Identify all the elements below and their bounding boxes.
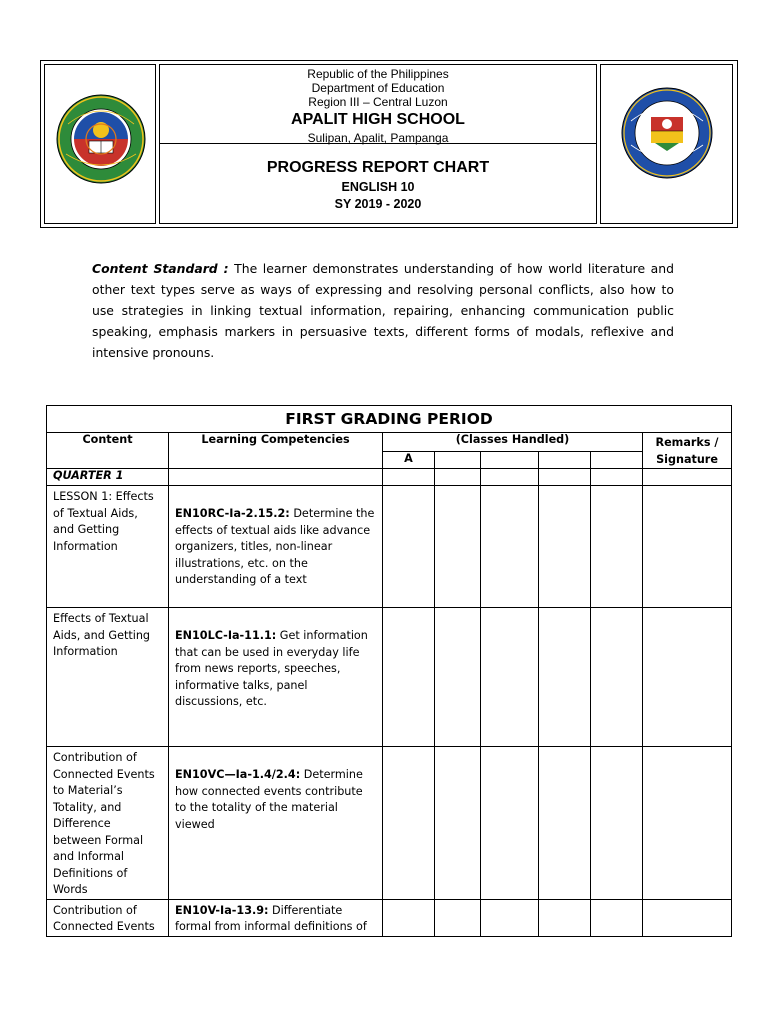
competency-code: EN10RC-Ia-2.15.2: (175, 507, 290, 520)
school-info (160, 67, 596, 145)
content-cell: LESSON 1: Effects of Textual Aids, and Getting Information (47, 486, 169, 608)
competency-cell (169, 747, 383, 900)
competency-text: Differentiate formal from informal definitions of (175, 903, 367, 933)
class-cell[interactable] (591, 451, 643, 469)
region-line: Region III – Central Luzon (308, 95, 448, 109)
competency-text: Determine how connected events contribute to the totality of the material viewed (175, 768, 363, 831)
competencies-column-header: Learning Competencies (169, 433, 383, 469)
class-cell[interactable] (591, 608, 643, 747)
content-standard-text: The learner demonstrates understanding of how world literature and other text types serve as ways of expressing and resolving personal conflicts, also how to use strategies in linking textual information, repairing, enhancing communication public speaking, emphasis markers in persuasive texts, different forms of modals, reflexive and intensive pronouns. (92, 261, 674, 360)
class-cell[interactable] (539, 486, 591, 608)
right-seal-cell (600, 64, 733, 224)
class-cell[interactable] (481, 899, 539, 936)
content-standard (92, 258, 674, 363)
competency-cell (169, 608, 383, 747)
class-cell[interactable] (539, 469, 591, 486)
class-cell[interactable] (435, 469, 481, 486)
competency-code: EN10V-Ia-13.9: (175, 903, 269, 917)
content-standard-label: Content Standard : (92, 261, 229, 276)
progress-table (46, 405, 732, 937)
quarter-label: QUARTER 1 (47, 469, 169, 486)
classes-handled-header: (Classes Handled) (383, 433, 643, 452)
chart-title: PROGRESS REPORT CHART (266, 159, 490, 176)
remarks-header-line2: Signature (656, 453, 718, 466)
class-cell[interactable] (481, 451, 539, 469)
content-column-header: Content (47, 433, 169, 469)
school-year: SY 2019 - 2020 (334, 197, 422, 211)
class-a-header: A (383, 451, 435, 469)
competency-code: EN10LC-Ia-11.1: (175, 629, 277, 642)
school-info-cell (159, 64, 597, 224)
grading-period-title: FIRST GRADING PERIOD (47, 406, 732, 433)
content-cell: Contribution of Connected Events (47, 899, 169, 936)
subject-label: ENGLISH 10 (341, 180, 415, 194)
class-cell[interactable] (591, 747, 643, 900)
class-cell[interactable] (435, 451, 481, 469)
school-name: APALIT HIGH SCHOOL (291, 111, 465, 128)
class-cell[interactable] (591, 469, 643, 486)
class-cell[interactable] (435, 608, 481, 747)
school-seal-logo (621, 87, 713, 179)
left-seal-cell (44, 64, 156, 224)
class-cell[interactable] (539, 451, 591, 469)
class-cell[interactable] (383, 469, 435, 486)
competency-code: EN10VC—Ia-1.4/2.4: (175, 768, 301, 781)
table-row (47, 899, 732, 936)
remarks-cell[interactable] (643, 899, 732, 936)
remarks-header-line1: Remarks / (655, 436, 719, 449)
class-cell[interactable] (435, 899, 481, 936)
department-line: Department of Education (311, 81, 445, 95)
blank-cell (169, 469, 383, 486)
republic-line: Republic of the Philippines (307, 67, 449, 81)
class-cell[interactable] (383, 608, 435, 747)
content-cell: Contribution of Connected Events to Material’s Totality, and Difference between Formal and Informal Definitions of Words (47, 747, 169, 900)
class-cell[interactable] (383, 486, 435, 608)
class-cell[interactable] (481, 608, 539, 747)
competency-text: Determine the effects of textual aids like advance organizers, titles, non-linear illustrations, etc. on the understanding of a text (175, 507, 375, 586)
class-cell[interactable] (591, 899, 643, 936)
class-cell[interactable] (481, 469, 539, 486)
school-address: Sulipan, Apalit, Pampanga (307, 131, 449, 145)
class-cell[interactable] (481, 747, 539, 900)
remarks-cell[interactable] (643, 608, 732, 747)
content-cell: Effects of Textual Aids, and Getting Information (47, 608, 169, 747)
class-cell[interactable] (481, 486, 539, 608)
class-cell[interactable] (539, 747, 591, 900)
remarks-cell[interactable] (643, 747, 732, 900)
competency-text: Get information that can be used in everyday life from news reports, speeches, informative talks, panel discussions, etc. (175, 629, 368, 708)
header-divider (160, 143, 596, 144)
table-row (47, 486, 732, 608)
table-row (47, 747, 732, 900)
class-cell[interactable] (539, 899, 591, 936)
competency-cell (169, 486, 383, 608)
class-cell[interactable] (435, 747, 481, 900)
remarks-cell[interactable] (643, 486, 732, 608)
header-box (40, 60, 738, 228)
remarks-column-header (643, 433, 732, 469)
competency-cell (169, 899, 383, 936)
report-title-block (160, 157, 596, 213)
deped-seal-logo (56, 94, 146, 184)
class-cell[interactable] (383, 747, 435, 900)
class-cell[interactable] (591, 486, 643, 608)
remarks-cell[interactable] (643, 469, 732, 486)
class-cell[interactable] (435, 486, 481, 608)
class-cell[interactable] (539, 608, 591, 747)
class-cell[interactable] (383, 899, 435, 936)
table-row (47, 608, 732, 747)
